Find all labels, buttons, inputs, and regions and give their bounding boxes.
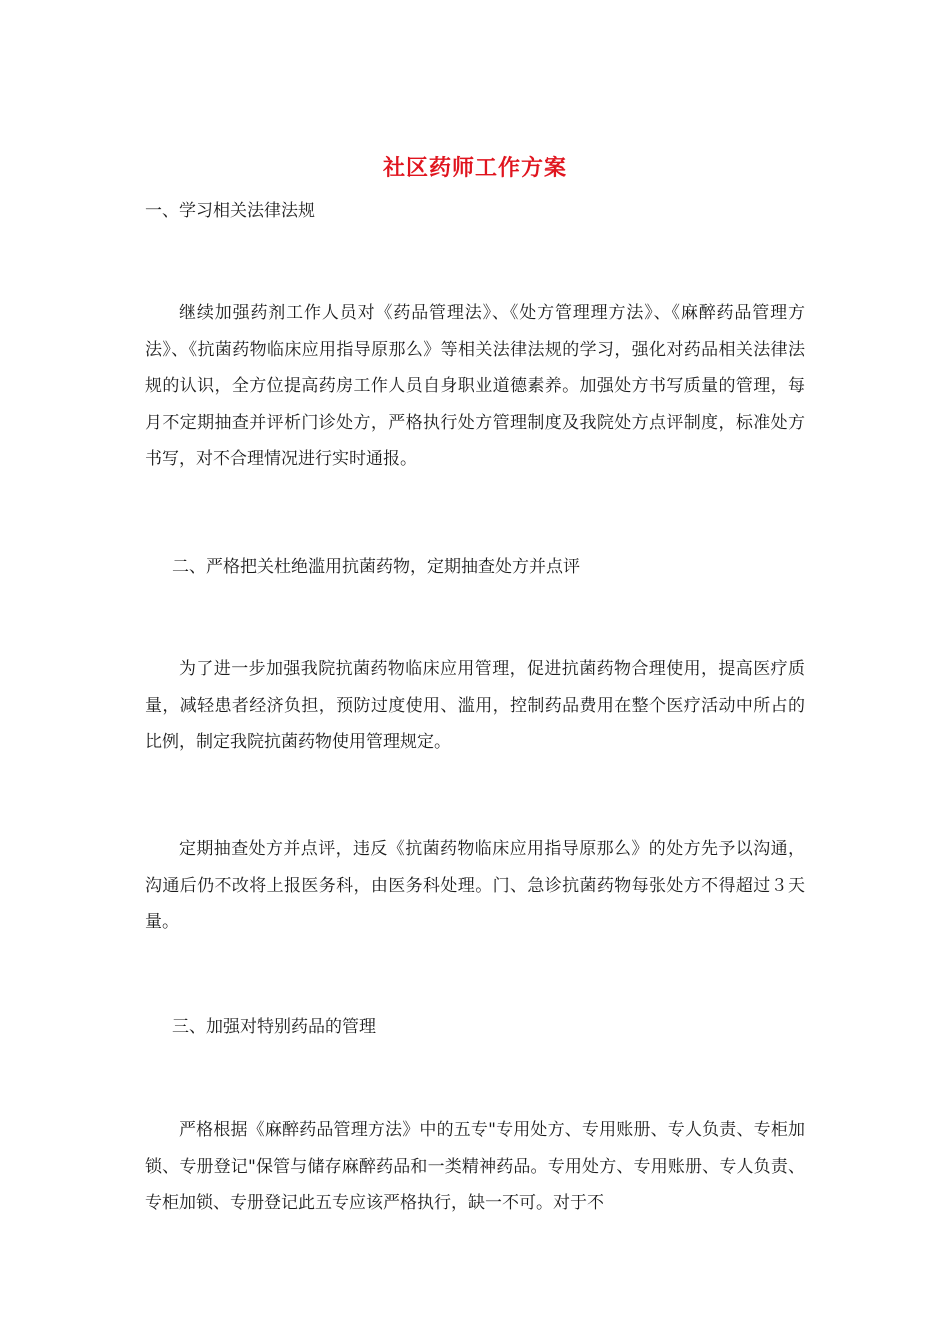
section-3-paragraph-1: 严格根据《麻醉药品管理方法》中的五专"专用处方、专用账册、专人负责、专柜加锁、专册登记"保管与储存麻醉药品和一类精神药品。专用处方、专用账册、专人负责、专柜加锁、专册登记此五专应该严格执行，缺一不可。对于不 [145,1120,805,1213]
section-2-paragraph-1: 为了进一步加强我院抗菌药物临床应用管理，促进抗菌药物合理使用，提高医疗质量，减轻患者经济负担，预防过度使用、滥用，控制药品费用在整个医疗活动中所占的比例，制定我院抗菌药物使用管理规定。 [145,659,805,752]
document-title: 社区药师工作方案 [382,155,567,181]
section-heading-2: 二、严格把关杜绝滥用抗菌药物，定期抽查处方并点评 [172,557,580,577]
section-heading-1: 一、学习相关法律法规 [145,201,315,221]
section-heading-3: 三、加强对特别药品的管理 [172,1017,376,1037]
section-2-paragraph-2: 定期抽查处方并点评，违反《抗菌药物临床应用指导原那么》的处方先予以沟通，沟通后仍不改将上报医务科，由医务科处理。门、急诊抗菌药物每张处方不得超过３天量。 [145,839,805,932]
section-1-paragraph-1: 继续加强药剂工作人员对《药品管理法》、《处方管理理方法》、《麻醉药品管理方法》、《抗菌药物临床应用指导原那么》等相关法律法规的学习，强化对药品相关法律法规的认识，全方位提高药房工作人员自身职业道德素养。加强处方书写质量的管理，每月不定期抽查并评析门诊处方，严格执行处方管理制度及我院处方点评制度，标准处方书写，对不合理情况进行实时通报。 [145,303,805,469]
